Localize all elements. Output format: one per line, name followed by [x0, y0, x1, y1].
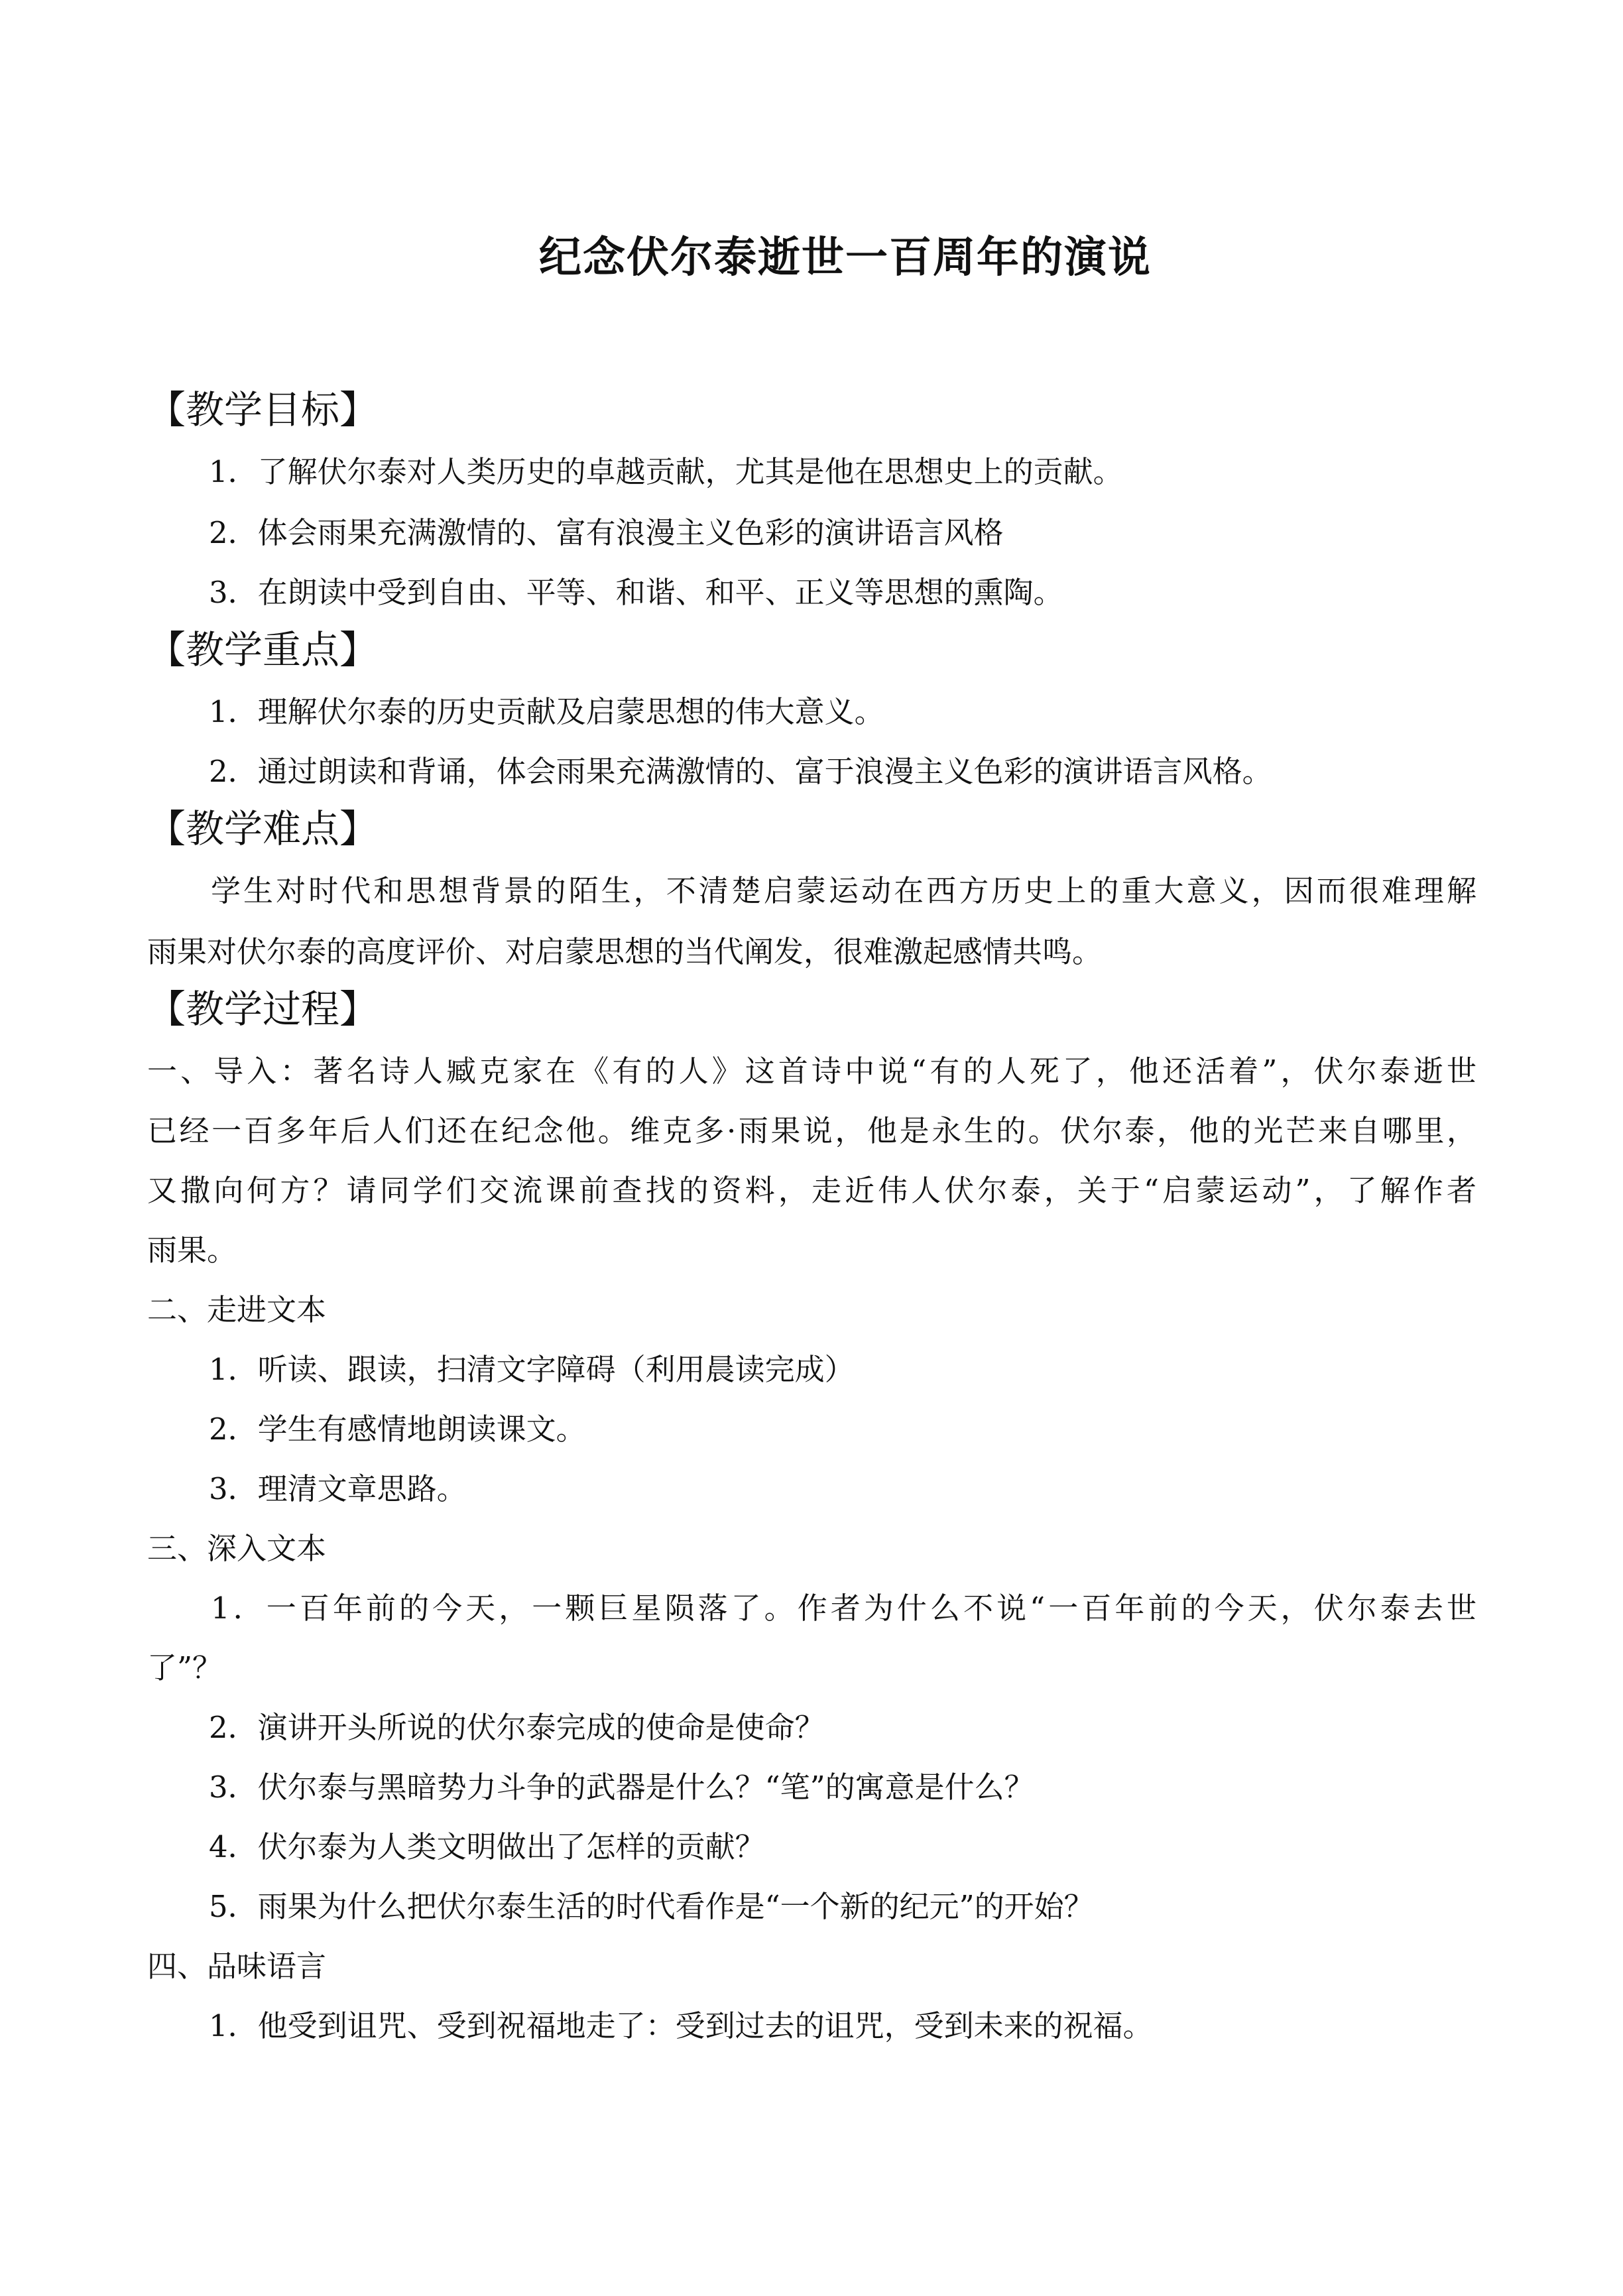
- teaching-goals-heading: 【教学目标】: [147, 387, 379, 432]
- introduction-line: 一、导入：著名诗人臧克家在《有的人》这首诗中说“有的人死了，他还活着”，伏尔泰逝世: [147, 1054, 1476, 1089]
- deep-reading-item: 5．雨果为什么把伏尔泰生活的时代看作是“一个新的纪元”的开始？: [209, 1889, 1094, 1924]
- teaching-goal-item: 2．体会雨果充满激情的、富有浪漫主义色彩的演讲语言风格: [209, 515, 1004, 550]
- reading-text-item: 2．学生有感情地朗读课文。: [209, 1412, 586, 1447]
- deep-reading-item-line: 1．一百年前的今天，一颗巨星陨落了。作者为什么不说“一百年前的今天，伏尔泰去世: [211, 1591, 1476, 1626]
- document-title: 纪念伏尔泰逝世一百周年的演说: [539, 232, 1152, 282]
- teaching-difficulties-heading: 【教学难点】: [147, 806, 379, 851]
- teaching-key-point-item: 2．通过朗读和背诵，体会雨果充满激情的、富于浪漫主义色彩的演讲语言风格。: [209, 754, 1272, 789]
- reading-text-heading: 二、走进文本: [147, 1292, 327, 1327]
- reading-text-item: 3．理清文章思路。: [209, 1471, 467, 1506]
- deep-reading-item-line: 了”？: [147, 1650, 223, 1685]
- language-appreciation-heading: 四、品味语言: [147, 1949, 327, 1984]
- language-appreciation-item: 1．他受到诅咒、受到祝福地走了：受到过去的诅咒，受到未来的祝福。: [209, 2008, 1153, 2043]
- teaching-goal-item: 3．在朗读中受到自由、平等、和谐、和平、正义等思想的熏陶。: [209, 575, 1063, 610]
- difficulty-paragraph-line: 学生对时代和思想背景的陌生，不清楚启蒙运动在西方历史上的重大意义，因而很难理解: [211, 873, 1476, 908]
- teaching-key-points-heading: 【教学重点】: [147, 627, 379, 672]
- introduction-line: 又撒向何方？请同学们交流课前查找的资料，走近伟人伏尔泰，关于“启蒙运动”，了解作者: [147, 1173, 1476, 1208]
- difficulty-paragraph-line: 雨果对伏尔泰的高度评价、对启蒙思想的当代阐发，很难激起感情共鸣。: [147, 934, 1103, 969]
- teaching-key-point-item: 1．理解伏尔泰的历史贡献及启蒙思想的伟大意义。: [209, 694, 884, 729]
- introduction-line: 已经一百多年后人们还在纪念他。维克多·雨果说，他是永生的。伏尔泰，他的光芒来自哪里，: [147, 1113, 1476, 1148]
- deep-reading-item: 4．伏尔泰为人类文明做出了怎样的贡献？: [209, 1829, 765, 1864]
- introduction-line: 雨果。: [147, 1233, 237, 1268]
- reading-text-item: 1．听读、跟读，扫清文字障碍（利用晨读完成）: [209, 1352, 855, 1387]
- deep-reading-heading: 三、深入文本: [147, 1531, 327, 1566]
- teaching-goal-item: 1．了解伏尔泰对人类历史的卓越贡献，尤其是他在思想史上的贡献。: [209, 454, 1123, 489]
- deep-reading-item: 2．演讲开头所说的伏尔泰完成的使命是使命？: [209, 1710, 825, 1745]
- teaching-process-heading: 【教学过程】: [147, 987, 379, 1032]
- deep-reading-item: 3．伏尔泰与黑暗势力斗争的武器是什么？“笔”的寓意是什么？: [209, 1770, 1034, 1805]
